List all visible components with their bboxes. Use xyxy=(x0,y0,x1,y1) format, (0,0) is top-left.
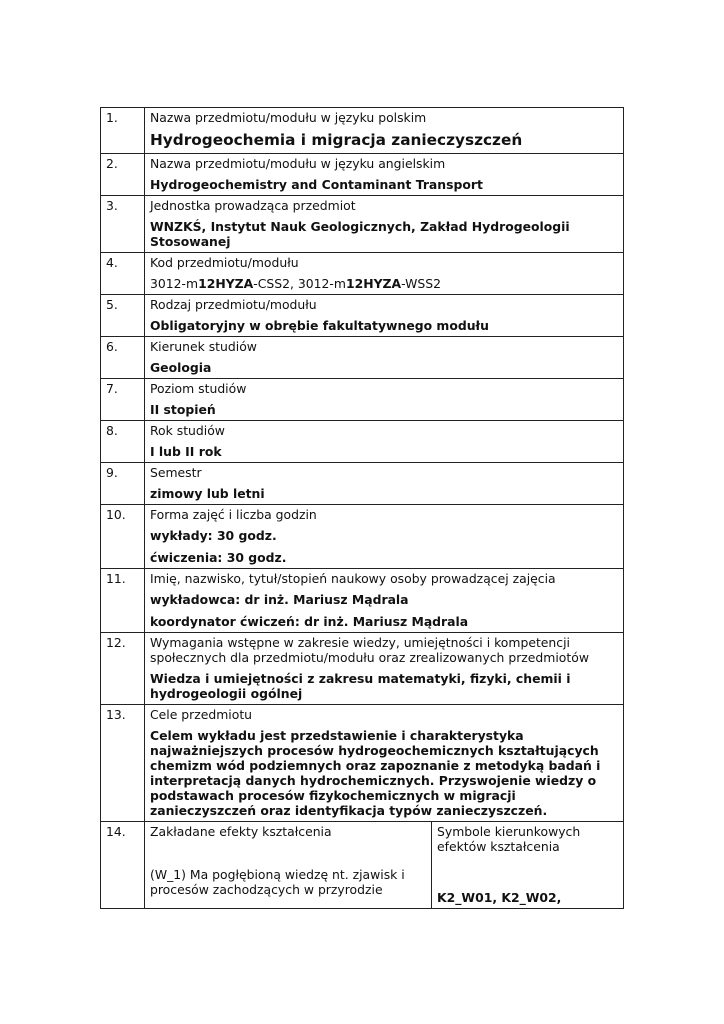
row-content xyxy=(145,633,624,705)
table-row xyxy=(101,196,624,253)
table-row xyxy=(101,108,624,154)
table-row xyxy=(101,463,624,505)
field-label: Zakładane efekty kształcenia xyxy=(150,824,332,839)
prerequisites: Wiedza i umiejętności z zakresu matematyki, fizyki, chemii i hydrogeologii ogólnej xyxy=(150,671,571,701)
field-label: Nazwa przedmiotu/modułu w języku polskim xyxy=(150,110,427,125)
table-row xyxy=(101,154,624,196)
table-row xyxy=(101,505,624,569)
exercise-hours: ćwiczenia: 30 godz. xyxy=(150,550,287,565)
course-code: 3012-m12HYZA-CSS2, 3012-m12HYZA-WSS2 xyxy=(150,276,441,291)
row-number: 2. xyxy=(101,154,145,196)
field-label: Forma zajęć i liczba godzin xyxy=(150,507,317,522)
course-type: Obligatoryjny w obrębie fakultatywnego modułu xyxy=(150,318,489,333)
row-content xyxy=(145,822,432,909)
table-row xyxy=(101,569,624,633)
row-content xyxy=(145,108,624,154)
table-row xyxy=(101,822,624,909)
field-label: Cele przedmiotu xyxy=(150,707,253,722)
table-row xyxy=(101,421,624,463)
semester: zimowy lub letni xyxy=(150,486,265,501)
row-content xyxy=(145,295,624,337)
row-content xyxy=(145,379,624,421)
syllabus-table xyxy=(100,107,624,909)
unit-name: WNZKŚ, Instytut Nauk Geologicznych, Zakład Hydrogeologii Stosowanej xyxy=(150,219,570,249)
row-content xyxy=(145,337,624,379)
table-row xyxy=(101,253,624,295)
table-row xyxy=(101,295,624,337)
row-number: 4. xyxy=(101,253,145,295)
row-content xyxy=(145,421,624,463)
row-number: 14. xyxy=(101,822,145,909)
field-label: Poziom studiów xyxy=(150,381,247,396)
study-level: II stopień xyxy=(150,402,216,417)
field-label: Kod przedmiotu/modułu xyxy=(150,255,299,270)
row-content xyxy=(145,505,624,569)
lecture-hours: wykłady: 30 godz. xyxy=(150,528,277,543)
table-row xyxy=(101,379,624,421)
row-number: 11. xyxy=(101,569,145,633)
course-objectives: Celem wykładu jest przedstawienie i charakterystyka najważniejszych procesów hydrogeochemicznych kształtujących chemizm wód podziemnych oraz zapoznanie z metodyką badań i interpretacją danych hydrochemicznych. Przyswojenie wiedzy o podstawach procesów fizykochemicznych w migracji zanieczyszczeń oraz identyfikacja typów zanieczyszczeń. xyxy=(150,728,601,818)
outcome-symbols: K2_W01, K2_W02, xyxy=(437,890,562,905)
row-content xyxy=(145,196,624,253)
course-name-polish: Hydrogeochemia i migracja zanieczyszczeń xyxy=(150,131,523,149)
table-row xyxy=(101,705,624,822)
row-content xyxy=(145,154,624,196)
row-number: 8. xyxy=(101,421,145,463)
field-of-study: Geologia xyxy=(150,360,212,375)
study-year: I lub II rok xyxy=(150,444,222,459)
lecturer: wykładowca: dr inż. Mariusz Mądrala xyxy=(150,592,409,607)
row-content xyxy=(145,463,624,505)
table-row xyxy=(101,633,624,705)
row-number: 6. xyxy=(101,337,145,379)
row-number: 5. xyxy=(101,295,145,337)
row-content xyxy=(145,253,624,295)
row-content xyxy=(145,705,624,822)
row-content xyxy=(145,569,624,633)
field-label: Wymagania wstępne w zakresie wiedzy, umiejętności i kompetencji społecznych dla przedmiotu/modułu oraz zrealizowanych przedmiotów xyxy=(150,635,589,665)
field-label: Kierunek studiów xyxy=(150,339,257,354)
row-number: 13. xyxy=(101,705,145,822)
row-number: 12. xyxy=(101,633,145,705)
symbols-cell xyxy=(432,822,624,909)
field-label: Semestr xyxy=(150,465,202,480)
symbols-label: Symbole kierunkowych efektów kształcenia xyxy=(437,824,581,854)
row-number: 1. xyxy=(101,108,145,154)
row-number: 7. xyxy=(101,379,145,421)
course-name-english: Hydrogeochemistry and Contaminant Transport xyxy=(150,177,483,192)
learning-outcome-w1: (W_1) Ma pogłębioną wiedzę nt. zjawisk i procesów zachodzących w przyrodzie xyxy=(150,867,405,897)
table-row xyxy=(101,337,624,379)
exercise-coordinator: koordynator ćwiczeń: dr inż. Mariusz Mądrala xyxy=(150,614,469,629)
row-number: 10. xyxy=(101,505,145,569)
field-label: Jednostka prowadząca przedmiot xyxy=(150,198,356,213)
field-label: Nazwa przedmiotu/modułu w języku angielskim xyxy=(150,156,446,171)
field-label: Rodzaj przedmiotu/modułu xyxy=(150,297,317,312)
field-label: Rok studiów xyxy=(150,423,225,438)
row-number: 3. xyxy=(101,196,145,253)
field-label: Imię, nazwisko, tytuł/stopień naukowy osoby prowadzącej zajęcia xyxy=(150,571,556,586)
row-number: 9. xyxy=(101,463,145,505)
